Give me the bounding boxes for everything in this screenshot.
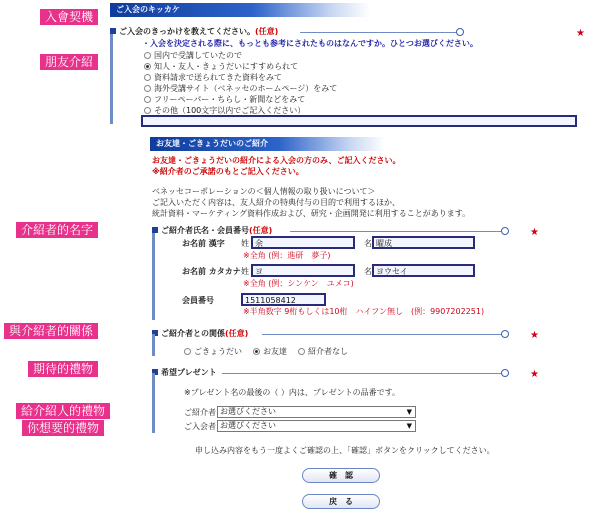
kanji-name-label: お名前 漢字 [182,239,225,248]
mei-kana-input[interactable]: ヨウセイ [372,264,475,277]
confirm-button[interactable]: 確 認 [302,468,380,483]
heading-rule [262,334,502,335]
section-connector [152,373,155,433]
referral-notice: お友達・ごきょうだいの紹介による入会の方のみ、ご記入ください。 [152,156,401,165]
referral-consent-note: ※紹介者のご承諾のもとご記入ください。 [152,167,304,176]
heading-rule [290,231,502,232]
radio-icon[interactable] [298,348,305,355]
relationship-option[interactable]: お友達 [253,346,287,357]
required-star-icon: ★ [530,369,539,380]
privacy-title: ベネッセコーポレーションの＜個人情報の取り扱いについて＞ [152,187,376,196]
sei-label: 姓 [241,267,249,276]
heading-rule [300,32,457,33]
other-reason-input[interactable] [141,115,577,127]
referrer-gift-label: ご紹介者 [184,408,216,417]
annotation-relationship: 與介紹者的關係 [4,323,98,339]
bullet-square-icon [152,227,158,233]
annotation-expected-gift: 期待的禮物 [28,361,98,377]
dropdown-arrow-icon[interactable]: ▼ [406,422,412,430]
present-heading: 希望プレゼント [152,367,217,379]
annotation-referrer-name: 介紹者的名字 [16,222,98,238]
referrer-gift-select[interactable]: お選びください ▼ [217,406,416,418]
confirm-instruction: 申し込み内容をもう一度よくご確認の上、「確認」ボタンをクリックしてください。 [195,446,495,455]
mei-label: 名 [364,267,372,276]
radio-icon[interactable] [184,348,191,355]
annotation-trigger: 入會契機 [40,9,98,25]
heading-end-circle-icon [501,369,509,377]
relationship-heading: ご紹介者との関係(任意) [152,328,248,340]
dropdown-arrow-icon[interactable]: ▼ [406,408,412,416]
sei-kanji-input[interactable]: 余 [251,236,355,249]
section-header-referral: お友達・ごきょうだいのご紹介 [150,137,385,151]
heading-end-circle-icon [456,28,464,36]
required-star-icon: ★ [530,227,539,238]
heading-end-circle-icon [501,330,509,338]
radio-icon[interactable] [144,85,151,92]
annotation-gift-wanted: 你想要的禮物 [22,420,104,436]
kana-example: ※全角 (例：シンケン ユメコ) [243,279,354,288]
trigger-option[interactable]: フリーペーパー・ちらし・新聞などをみて [144,94,305,105]
member-number-label: 会員番号 [182,296,214,305]
radio-selected-icon[interactable] [144,63,151,70]
relationship-option[interactable]: ごきょうだい [184,346,242,357]
question-trigger-heading: ご入会のきっかけを教えてください。(任意) [110,26,278,38]
sei-label: 姓 [241,239,249,248]
radio-icon[interactable] [144,74,151,81]
radio-selected-icon[interactable] [253,348,260,355]
present-note: ※プレゼント名の最後の（ ）内は、プレゼントの品番です。 [184,388,400,397]
privacy-text: ご記入いただく内容は、友人紹介の特典付与の目的で利用するほか、 [152,198,400,207]
annotation-friend-referral: 朋友介紹 [40,54,98,70]
radio-icon[interactable] [144,96,151,103]
member-number-input[interactable]: 1511058412 [241,293,326,306]
privacy-text: 統計資料・マーケティング資料作成および、研究・企画開発に利用することがあります。 [152,209,471,218]
mei-label: 名 [364,239,372,248]
section-header-trigger: ご入会のキッカケ [110,3,370,17]
trigger-option[interactable]: 知人・友人・きょうだいにすすめられて [144,61,298,72]
mei-kanji-input[interactable]: 曜成 [372,236,475,249]
heading-end-circle-icon [501,227,509,235]
section-connector [152,230,155,320]
required-star-icon: ★ [576,28,585,39]
section-connector [152,334,155,356]
trigger-option[interactable]: 国内で受講していたので [144,50,242,61]
enrollee-gift-label: ご入会者 [184,422,216,431]
enrollee-gift-select[interactable]: お選びください ▼ [217,420,416,432]
annotation-gift-to-referrer: 給介紹人的禮物 [16,403,110,419]
trigger-instruction: ・入会を決定される際に、もっとも参考にされたものはなんですか。ひとつお選びください。 [142,39,478,48]
radio-icon[interactable] [144,107,151,114]
kana-name-label: お名前 カタカナ [182,267,241,276]
kanji-example: ※全角 (例：進研 夢子) [243,251,331,260]
heading-rule [222,373,502,374]
trigger-option[interactable]: 海外受講サイト（ベネッセのホームページ）をみて [144,83,337,94]
trigger-option[interactable]: その他（100文字以内でご記入ください） [144,105,305,116]
required-star-icon: ★ [530,330,539,341]
section-connector [110,32,113,124]
bullet-square-icon [110,28,116,34]
radio-icon[interactable] [144,52,151,59]
sei-kana-input[interactable]: ヨ [251,264,355,277]
referrer-heading: ご紹介者氏名・会員番号(任意) [152,225,272,237]
back-button[interactable]: 戻 る [302,494,380,509]
member-number-example: ※半角数字 9桁もしくは10桁 ハイフン無し (例：9907202251) [243,307,485,316]
relationship-option[interactable]: 紹介者なし [298,346,348,357]
trigger-option[interactable]: 資料請求で送られてきた資料をみて [144,72,282,83]
